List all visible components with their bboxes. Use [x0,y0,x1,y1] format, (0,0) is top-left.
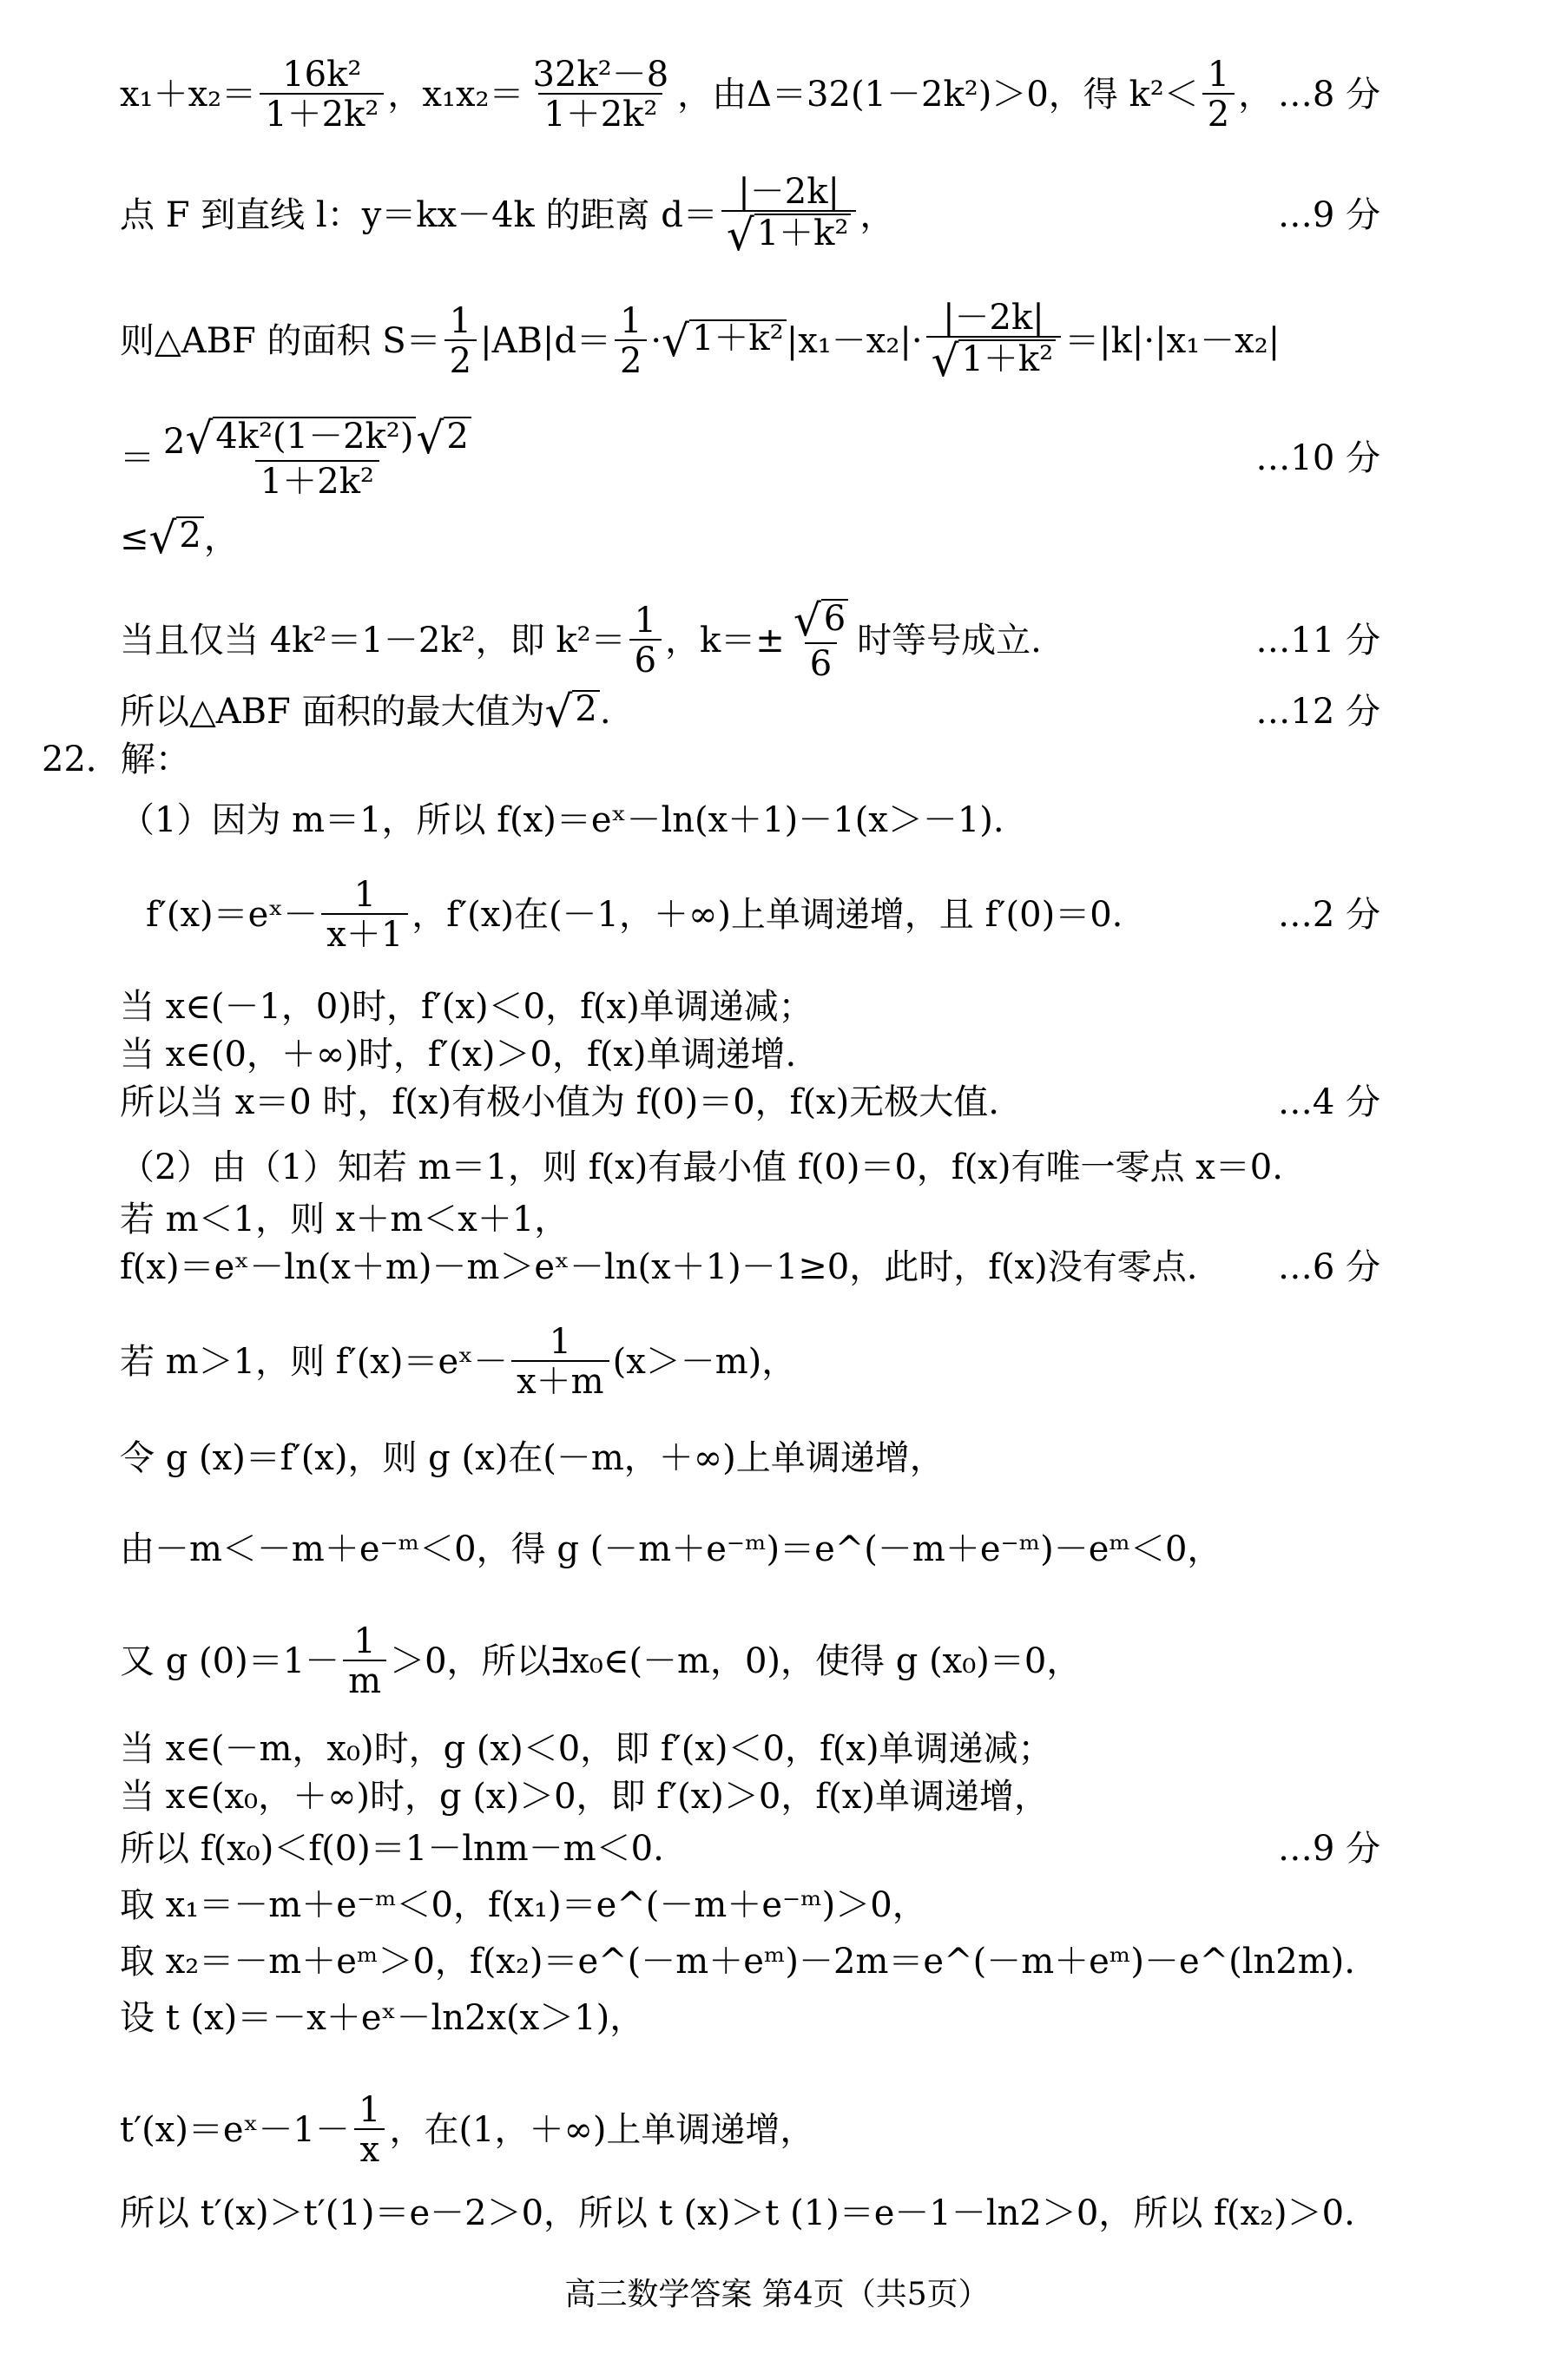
line-text: ， [1238,75,1274,115]
solution-line: 由－m＜－m＋e⁻ᵐ＜0，得 g (－m＋e⁻ᵐ)＝e^(－m＋e⁻ᵐ)－eᵐ＜0， [120,1529,1222,1569]
solution-line [0,513,1554,563]
fraction: $\frac{1}{x+1}$ [321,877,408,953]
solution-line [0,172,1554,260]
solution-line [0,877,1554,953]
line-text: ≤ [120,518,149,558]
line-text: x₁＋x₂＝ [120,75,257,115]
fraction: $\frac{1}{6}$ [629,602,662,679]
line-text: |x₁－x₂|· [786,321,923,361]
line-text: 时等号成立. [857,621,1042,661]
solution-line: 取 x₁＝－m＋e⁻ᵐ＜0，f(x₁)＝e^(－m＋e⁻ᵐ)＞0， [120,1885,927,1925]
fraction: $\frac{1}{2}$ [1202,56,1235,133]
solution-line [0,1623,1554,1700]
score-marker: …9 分 [1277,195,1380,235]
line-text: 又 g (0)＝1－ [120,1641,340,1681]
score-marker: …2 分 [1277,895,1380,935]
solution-line [0,1324,1554,1400]
solution-line: 当 x∈(0，＋∞)时，f′(x)＞0，f(x)单调递增. [120,1035,797,1075]
line-text: . [599,692,611,732]
solution-line: 取 x₂＝－m＋eᵐ＞0，f(x₂)＝e^(－m＋eᵐ)－2m＝e^(－m＋eᵐ)－e^(ln2m). [120,1942,1355,1982]
line-text: ＝|k|·|x₁－x₂| [1064,321,1281,361]
line-text: 则△ABF 的面积 S＝ [120,321,441,361]
line-text: t′(x)＝eˣ－1－ [120,2110,350,2150]
solution-line: 所以 f(x₀)＜f(0)＝1－lnm－m＜0. …9 分 [120,1829,1380,1869]
solution-line: 设 t (x)＝－x＋eˣ－ln2x(x＞1)， [120,1998,645,2038]
fraction: $\frac{1}{2}$ [615,303,647,379]
sqrt: √ 1＋k² [727,214,852,257]
line-text: ＝ [120,438,155,478]
score-marker: …9 分 [1277,1829,1380,1869]
fraction: $\frac{1}{m}$ [343,1623,386,1700]
line-text: ＞0，所以∃x₀∈(－m，0)，使得 g (x₀)＝0， [390,1641,1082,1681]
line-text: 所以△ABF 面积的最大值为 [120,692,545,732]
line-text: 当且仅当 4k²＝1－2k²，即 k²＝ [120,621,626,661]
sqrt: √ 2 [545,690,600,733]
fraction: √ 6 6 [788,599,853,682]
solution-line: f(x)＝eˣ－ln(x＋m)－m＞eˣ－ln(x＋1)－1≥0，此时，f(x)没有零点. …6 分 [120,1247,1380,1287]
solution-line: 当 x∈(－1，0)时，f′(x)＜0，f(x)单调递减； [120,987,813,1027]
fraction: $\frac{1}{x}$ [353,2092,385,2168]
score-marker: …8 分 [1277,75,1380,115]
line-text: · [650,321,662,361]
line-text: |AB|d＝ [480,321,611,361]
solution-line [0,56,1554,133]
line-text: (x＞－m)， [612,1342,797,1382]
solution-line: 所以 t′(x)＞t′(1)＝e－2＞0，所以 t (x)＞t (1)＝e－1－ln2＞0，所以 f(x₂)＞0. [120,2193,1355,2233]
line-text: ， [859,195,895,235]
solution-line [0,413,1554,502]
solution-line: 当 x∈(x₀，＋∞)时，g (x)＞0，即 f′(x)＞0，f(x)单调递增， [120,1777,1049,1817]
solution-line: 所以当 x＝0 时，f(x)有极小值为 f(0)＝0，f(x)无极大值. …4 分 [120,1082,1380,1122]
line-text: f′(x)＝eˣ－ [146,895,319,935]
fraction: $\frac{1}{x+m}$ [511,1324,609,1400]
fraction: $\frac{\text{16k²}}{\text{1＋2k²}}$ [260,56,384,133]
sqrt: √ 1＋k² [662,319,787,363]
solution-line: （2）由（1）知若 m＝1，则 f(x)有最小值 f(0)＝0，f(x)有唯一零点 x＝0. [120,1147,1283,1187]
solution-line: 若 m＜1，则 x＋m＜x＋1， [120,1200,570,1239]
fraction: |－2k| √ 1＋k² [721,174,857,257]
fraction: |－2k| √ 1＋k² [926,299,1062,383]
fraction: 2 √ 4k²(1－2k²) √ 2 1＋2k² [158,417,477,500]
solution-line: 当 x∈(－m，x₀)时，g (x)＜0，即 f′(x)＜0，f(x)单调递减； [120,1729,1053,1769]
line-text: ，x₁x₂＝ [387,75,524,115]
line-text: ，k＝± [665,621,785,661]
score-marker: …6 分 [1277,1247,1380,1287]
sqrt: √ 2 [149,516,204,560]
line-text: ，f′(x)在(－1，＋∞)上单调递增，且 f′(0)＝0. [412,895,1123,935]
solution-line [0,687,1554,737]
line-text: ，由Δ＝32(1－2k²)＞0，得 k²＜ [677,75,1199,115]
line-text: 若 m＞1，则 f′(x)＝eˣ－ [120,1342,509,1382]
line-text: ，在(1，＋∞)上单调递增， [389,2110,815,2150]
solution-line: 令 g (x)＝f′(x)，则 g (x)在(－m，＋∞)上单调递增， [120,1438,945,1478]
solution-line [0,298,1554,386]
page-footer: 高三数学答案 第4页（共5页） [564,2277,990,2312]
score-marker: …10 分 [1255,438,1380,478]
line-text: 点 F 到直线 l：y＝kx－4k 的距离 d＝ [120,195,718,235]
fraction: $\frac{\text{32k²－8}}{\text{1＋2k²}}$ [532,55,669,135]
score-marker: …11 分 [1255,621,1380,661]
question-header: 22．解： [42,740,190,779]
solution-line: （1）因为 m＝1，所以 f(x)＝eˣ－ln(x＋1)－1(x＞－1). [120,800,1004,840]
fraction: $\frac{1}{2}$ [444,303,477,379]
score-marker: …12 分 [1255,692,1380,732]
solution-line [0,2092,1554,2168]
solution-line [0,595,1554,684]
line-text: ， [203,518,239,558]
score-marker: …4 分 [1277,1082,1380,1122]
